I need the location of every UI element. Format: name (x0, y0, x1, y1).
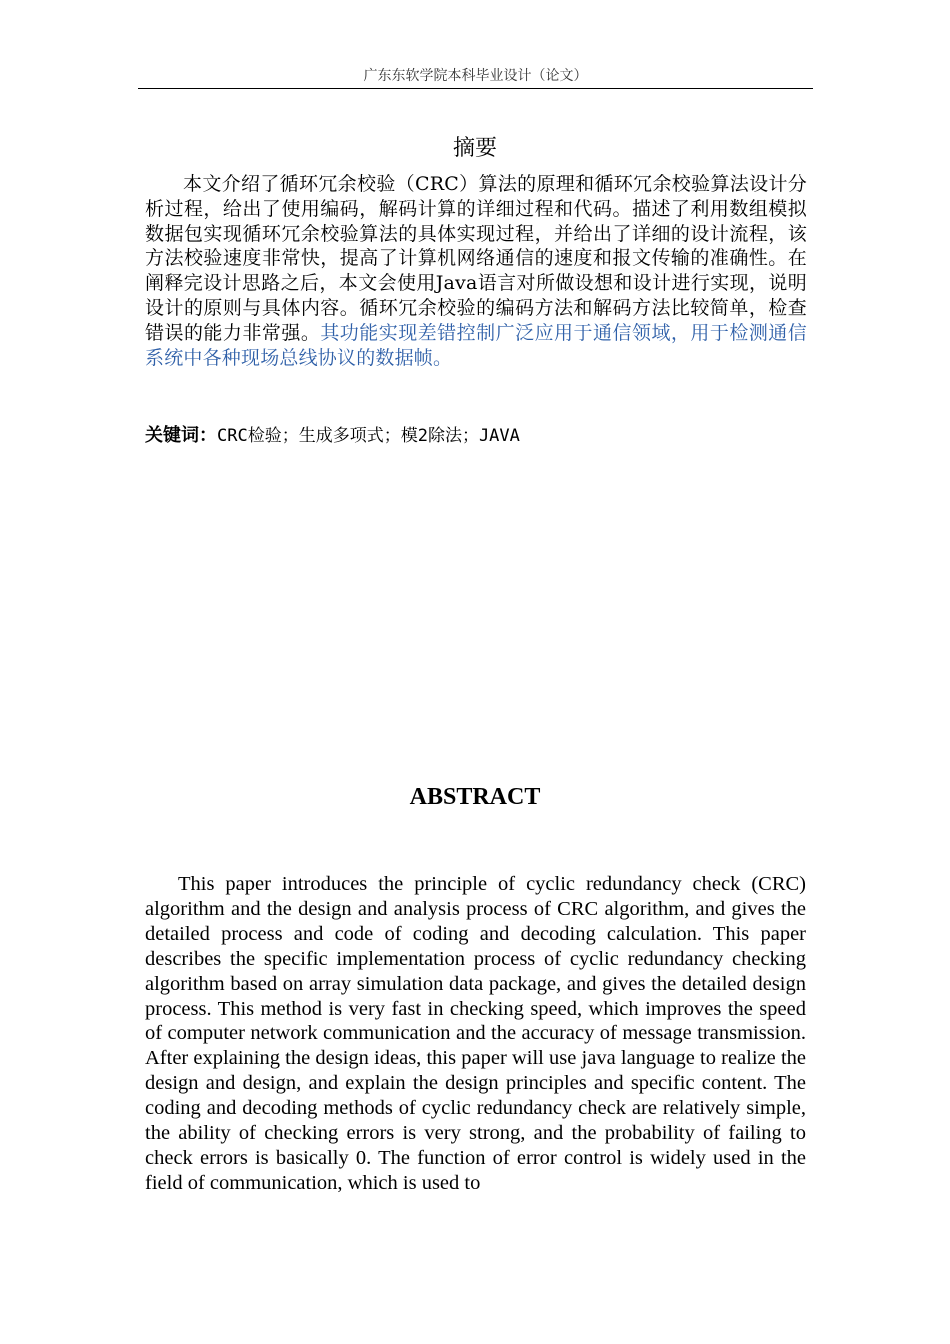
keywords-text: CRC检验；生成多项式；模2除法；JAVA (217, 426, 520, 446)
chinese-abstract-text: 本文介绍了循环冗余校验（CRC）算法的原理和循环冗余校验算法设计分析过程，给出了使用编码，解码计算的详细过程和代码。描述了利用数组模拟数据包实现循环冗余校验算法的具体实现过程，并给出了详细的设计流程，该方法校验速度非常快，提高了计算机网络通信的速度和报文传输的准确性。在阐释完设计思路之后，本文会使用Java语言对所做设想和设计进行实现，说明设计的原则与具体内容。循环冗余校验的编码方法和解码方法比较简单，检查错误的能力非常强。 (145, 173, 807, 344)
english-abstract-body: This paper introduces the principle of cyclic redundancy check (CRC) algorithm and the design and analysis process of CRC algorithm, and gives the detailed process and code of coding and decoding calculation. This paper describes the specific implementation process of cyclic redundancy checking algorithm based on array simulation data package, and gives the detailed design process. This method is very fast in checking speed, which improves the speed of computer network communication and the accuracy of message transmission. After explaining the design ideas, this paper will use java language to realize the design and design, and explain the design principles and specific content. The coding and decoding methods of cyclic redundancy check are relatively simple, the ability of checking errors is very strong, and the probability of failing to check errors is basically 0. The function of error control is widely used in the field of communication, which is used to (145, 873, 806, 1194)
english-abstract-title: ABSTRACT (409, 784, 541, 810)
keywords-label: 关键词： (145, 425, 217, 446)
chinese-keywords (145, 423, 807, 449)
page-header (138, 66, 813, 89)
chinese-abstract-body (145, 172, 807, 370)
header-title: 广东东软学院本科毕业设计（论文） (363, 68, 588, 84)
chinese-abstract-title: 摘要 (452, 136, 497, 161)
chinese-abstract-highlighted-text: 其功能实现差错控制广泛应用于通信领域，用于检测通信系统中各种现场总线协议的数据帧。 (145, 321, 807, 369)
